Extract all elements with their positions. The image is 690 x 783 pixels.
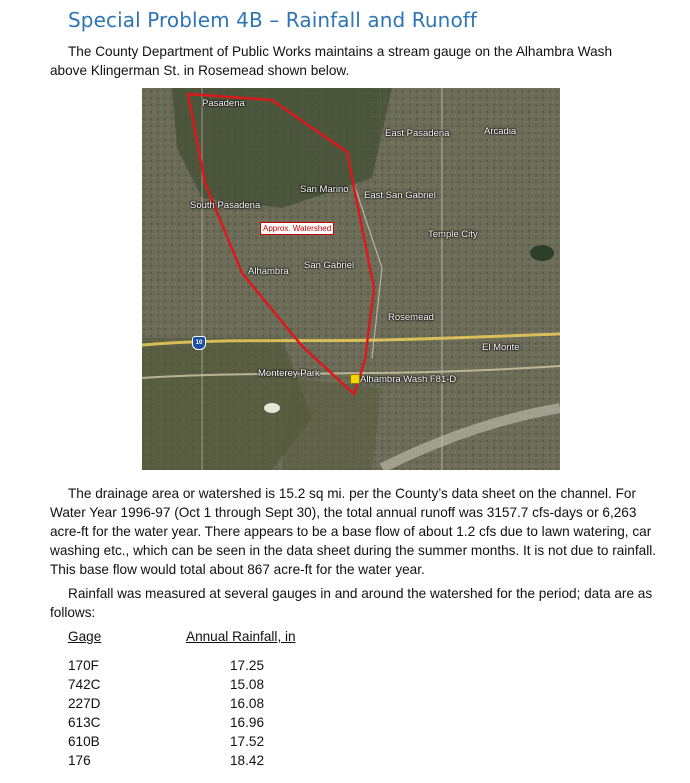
header-gage: Gage [68,629,102,644]
gage-cell: 613C [68,715,101,730]
map-label-rosemead: Rosemead [388,312,434,323]
rainfall-paragraph: Rainfall was measured at several gauges in and around the watershed for the period; data are as follows: [50,586,653,620]
rainfall-cell: 16.08 [230,696,265,711]
gage-cell: 170F [68,658,99,673]
map-label-arcadia: Arcadia [484,126,517,137]
intro-paragraph: The County Department of Public Works maintains a stream gauge on the Alhambra Wash above Klingerman St. in Rosemead shown below. [50,44,613,78]
map-label-east-san-gabriel: East San Gabriel [364,190,436,201]
table-row [68,677,368,696]
table-row [68,696,368,715]
page-title: Special Problem 4B – Rainfall and Runoff [68,8,478,32]
gage-cell: 227D [68,696,101,711]
table-row [68,658,368,677]
rainfall-cell: 16.96 [230,715,265,730]
rainfall-cell: 17.25 [230,658,265,673]
table-row [68,753,368,772]
rainfall-cell: 17.52 [230,734,265,749]
rainfall-cell: 18.42 [230,753,265,768]
map-label-gauge: Alhambra Wash F81-D [360,374,457,385]
interstate-shield-icon: 10 [192,336,206,350]
header-annual-rainfall: Annual Rainfall, in [186,629,296,644]
gage-cell: 610B [68,734,100,749]
watershed-map [142,88,560,470]
gage-cell: 742C [68,677,101,692]
drainage-paragraph: The drainage area or watershed is 15.2 sq mi. per the County’s data sheet on the channel. For Water Year 1996-97 (Oct 1 through Sept 30), the total annual runoff was 3157.7 cfs-days or 6,263 acre-ft for the water year. There appears to be a base flow of about 1.2 cfs due to lawn watering, car washing etc., which can be seen in the data sheet during the summer months. It is not due to rainfall. This base flow would total about 867 acre-ft for the water year. [50,486,657,577]
table-row [68,734,368,753]
satellite-background [142,88,560,470]
map-label-san-gabriel: San Gabriel [304,260,355,271]
gauge-marker-icon [350,374,360,384]
gage-cell: 176 [68,753,91,768]
table-row [68,715,368,734]
map-label-monterey-park: Monterey Park [258,368,320,379]
map-label-pasadena: Pasadena [202,98,245,109]
map-label-alhambra: Alhambra [248,266,289,277]
map-label-el-monte: El Monte [482,342,520,353]
map-label-east-pasadena: East Pasadena [385,128,450,139]
map-label-south-pasadena: South Pasadena [190,200,261,211]
map-label-temple-city: Temple City [428,229,478,240]
watershed-label: Approx. Watershed [260,222,334,235]
map-label-san-marino: San Marino [300,184,349,195]
rainfall-cell: 15.08 [230,677,265,692]
